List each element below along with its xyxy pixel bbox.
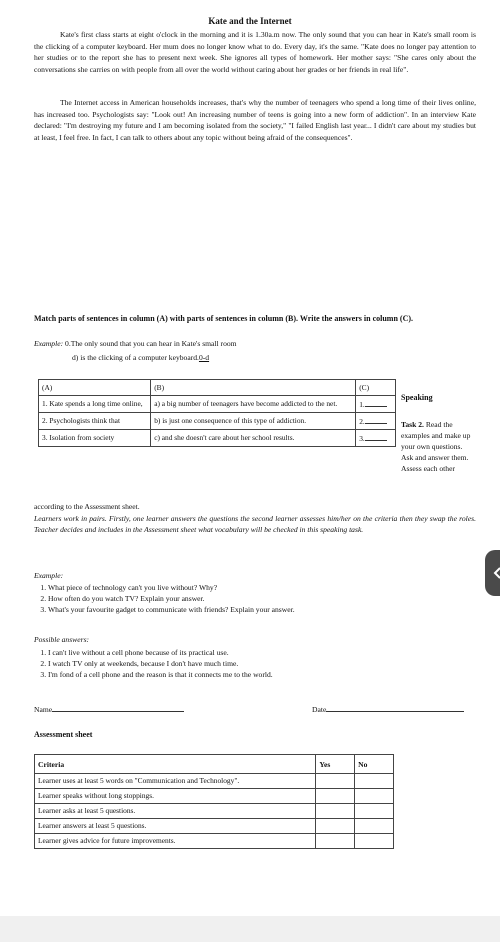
criteria-cell: Learner answers at least 5 questions.	[35, 819, 316, 834]
task2-text: Read the examples and make up your own questions. Ask and answer them. Assess each other	[401, 420, 471, 473]
name-field[interactable]	[34, 704, 184, 715]
row3-c[interactable]: 3.	[356, 430, 396, 447]
list-item: 1. What piece of technology can't you live without? Why?	[48, 582, 488, 593]
answer-blank-1[interactable]	[365, 398, 387, 407]
table-row	[35, 834, 394, 849]
list-item: 2. How often do you watch TV? Explain your answer.	[48, 593, 488, 604]
example-line-1: 0.The only sound that you can hear in Kate's small room	[65, 339, 237, 348]
date-line[interactable]	[326, 711, 464, 712]
matching-row	[39, 413, 396, 430]
header-b: (B)	[151, 380, 356, 396]
yes-header: Yes	[316, 755, 355, 774]
answers-label: Possible answers:	[34, 635, 90, 644]
table-row	[35, 804, 394, 819]
name-label: Name	[34, 705, 53, 714]
reading-text-1: Kate's first class starts at eight o'clock in the morning and it is 1.30a.m now. The only sound that you can hear in Kate's small room is the clicking of a computer keyboard. Her mum does no longer know what to do. Every day, it's the same. "Kate does no longer pay attention to her studies or to the report she has to present next week. She ignores all types of homework. Her mother says: "She cares only about the conversations she carries on with people from all over the world without caring about her grades or her friends in real life".	[34, 30, 476, 74]
example-label: Example:	[34, 339, 64, 348]
speaking-task	[401, 419, 473, 474]
no-cell[interactable]	[355, 834, 394, 849]
header-c: (C)	[356, 380, 396, 396]
row1-a: 1. Kate spends a long time online,	[39, 396, 151, 413]
row2-a: 2. Psychologists think that	[39, 413, 151, 430]
matching-table	[38, 379, 396, 447]
date-label: Date	[312, 705, 327, 714]
possible-answers-list	[20, 647, 488, 680]
task1-example-2	[72, 352, 472, 363]
example-answer: 0-d	[198, 353, 210, 362]
table-row	[35, 789, 394, 804]
example-questions-list	[20, 582, 488, 615]
criteria-header: Criteria	[35, 755, 316, 774]
assessment-table	[34, 754, 394, 849]
no-cell[interactable]	[355, 789, 394, 804]
yes-cell[interactable]	[316, 834, 355, 849]
teacher-note: Learners work in pairs. Firstly, one learner answers the questions the second learner assesses him/her on the criteria then they swap the roles. Teacher decides and includes in the Assessment sheet what vocabulary will be checked in this speaking task.	[34, 514, 476, 534]
speaking-box	[401, 392, 473, 474]
answer-blank-2[interactable]	[365, 415, 387, 424]
matching-header-row	[39, 380, 396, 396]
example-line-2: d) is the clicking of a computer keyboard.	[72, 353, 199, 362]
questions-label: Example:	[34, 571, 64, 580]
row2-b: b) is just one consequence of this type of addiction.	[151, 413, 356, 430]
reading-paragraph-1	[34, 29, 476, 75]
header-a: (A)	[39, 380, 151, 396]
table-row	[35, 819, 394, 834]
task1-instruction: Match parts of sentences in column (A) with parts of sentences in column (B). Write the answers in column (C).	[34, 314, 414, 323]
no-header: No	[355, 755, 394, 774]
speaking-continuation: according to the Assessment sheet.	[34, 502, 140, 511]
name-line[interactable]	[52, 711, 184, 712]
task2-label: Task 2.	[401, 420, 424, 429]
assessment-title: Assessment sheet	[34, 730, 93, 739]
date-field[interactable]	[312, 704, 464, 715]
yes-cell[interactable]	[316, 789, 355, 804]
yes-cell[interactable]	[316, 804, 355, 819]
reading-paragraph-2	[34, 97, 476, 143]
matching-row	[39, 396, 396, 413]
list-item: 3. I'm fond of a cell phone and the reason is that it connects me to the world.	[48, 669, 488, 680]
row2-c[interactable]: 2.	[356, 413, 396, 430]
speaking-heading: Speaking	[401, 393, 433, 402]
row3-a: 3. Isolation from society	[39, 430, 151, 447]
table-row	[35, 774, 394, 789]
criteria-cell: Learner speaks without long stoppings.	[35, 789, 316, 804]
chevron-left-icon	[491, 566, 500, 580]
no-cell[interactable]	[355, 819, 394, 834]
matching-row	[39, 430, 396, 447]
criteria-cell: Learner gives advice for future improvements.	[35, 834, 316, 849]
no-cell[interactable]	[355, 804, 394, 819]
answer-blank-3[interactable]	[365, 432, 387, 441]
criteria-cell: Learner asks at least 5 questions.	[35, 804, 316, 819]
bottom-bar	[0, 916, 500, 942]
reading-text-2: The Internet access in American households increases, that's why the number of teenagers who spend a long time of their lives online, has increased too. Psychologists say: "Look out! An increasing number of teens is going into a new form of addiction". In an interview Kate declared: "I'm destroying my future and I am becoming isolated from the society," "I failed English last year... I didn't care about my studies but at least, I feel free. In fact, I can talk to others about any topic without being afraid of the consequences".	[34, 98, 476, 142]
assessment-header-row	[35, 755, 394, 774]
yes-cell[interactable]	[316, 774, 355, 789]
list-item: 3. What's your favourite gadget to communicate with friends? Explain your answer.	[48, 604, 488, 615]
list-item: 2. I watch TV only at weekends, because I don't have much time.	[48, 658, 488, 669]
list-item: 1. I can't live without a cell phone because of its practical use.	[48, 647, 488, 658]
criteria-cell: Learner uses at least 5 words on "Communication and Technology".	[35, 774, 316, 789]
row1-b: a) a big number of teenagers have become addicted to the net.	[151, 396, 356, 413]
task1-example	[34, 338, 474, 349]
page-title: Kate and the Internet	[208, 16, 292, 26]
yes-cell[interactable]	[316, 819, 355, 834]
side-panel-toggle-button[interactable]	[485, 550, 500, 596]
no-cell[interactable]	[355, 774, 394, 789]
row3-b: c) and she doesn't care about her school results.	[151, 430, 356, 447]
row1-c[interactable]: 1.	[356, 396, 396, 413]
